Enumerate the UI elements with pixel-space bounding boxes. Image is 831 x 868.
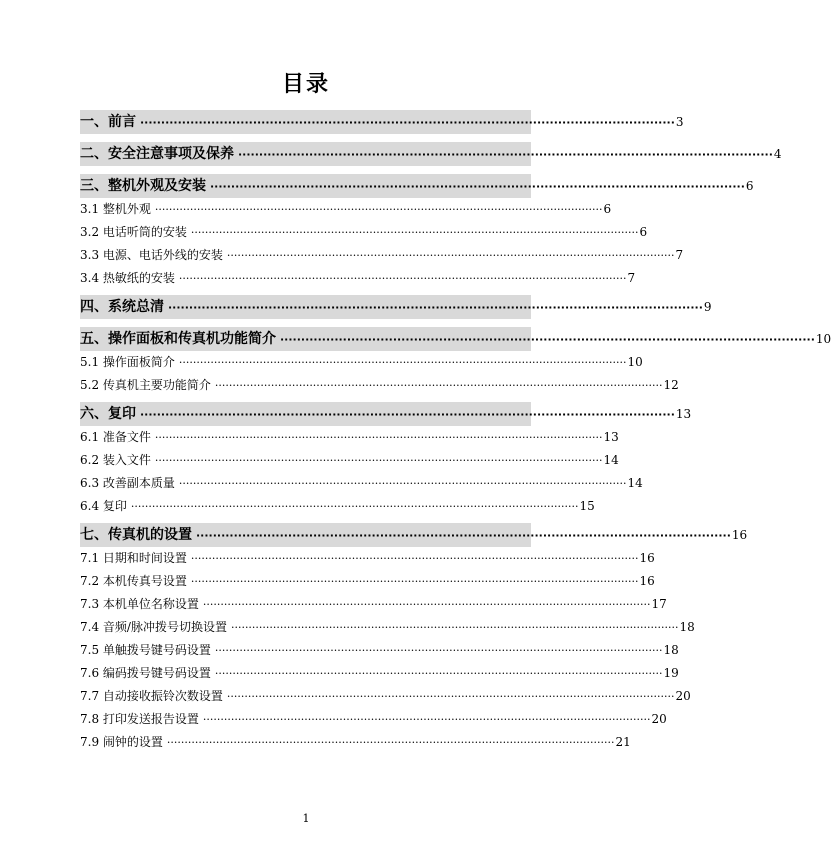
toc-subsection[interactable] bbox=[80, 731, 631, 754]
toc-leader: ································································································································ bbox=[130, 500, 579, 513]
toc-page-number: 16 bbox=[639, 551, 655, 565]
toc-leader: ································································································································ bbox=[166, 736, 615, 749]
toc-page-number: 16 bbox=[731, 528, 748, 542]
toc-subsection-label: 3.3 电源、电话外线的安装 bbox=[80, 248, 223, 262]
toc-page-number: 17 bbox=[651, 597, 667, 611]
toc-subsection[interactable] bbox=[80, 547, 655, 570]
toc-page-number: 6 bbox=[639, 225, 648, 239]
toc-leader: ································································································································ bbox=[178, 477, 627, 490]
toc-section[interactable] bbox=[80, 295, 712, 319]
toc-subsection[interactable] bbox=[80, 685, 691, 708]
toc-subsection[interactable] bbox=[80, 374, 679, 397]
toc-subsection[interactable] bbox=[80, 662, 679, 685]
toc-leader: ································································································································ bbox=[190, 226, 639, 239]
toc-page-number: 6 bbox=[603, 202, 612, 216]
toc-subsection-label: 7.7 自动接收振铃次数设置 bbox=[80, 689, 223, 703]
toc-subsection-label: 3.1 整机外观 bbox=[80, 202, 151, 216]
toc-page-number: 9 bbox=[703, 300, 712, 314]
toc-subsection-label: 3.2 电话听筒的安装 bbox=[80, 225, 187, 239]
toc-leader: ································································································································ bbox=[226, 690, 675, 703]
toc-page-number: 10 bbox=[627, 355, 643, 369]
toc-subsection-label: 7.3 本机单位名称设置 bbox=[80, 597, 199, 611]
toc-page-number: 21 bbox=[615, 735, 631, 749]
toc-leader: ································································································································ bbox=[196, 529, 731, 542]
toc-section-label: 一、前言 bbox=[80, 114, 136, 130]
toc-leader: ································································································································ bbox=[154, 203, 603, 216]
toc-page-number: 13 bbox=[675, 407, 692, 421]
toc-subsection[interactable] bbox=[80, 351, 643, 374]
toc-leader: ································································································································ bbox=[202, 598, 651, 611]
toc-section[interactable] bbox=[80, 142, 782, 166]
toc-subsection[interactable] bbox=[80, 426, 619, 449]
toc-subsection-label: 5.1 操作面板简介 bbox=[80, 355, 175, 369]
toc-section-label: 三、整机外观及安装 bbox=[80, 178, 206, 194]
toc-page-number: 13 bbox=[603, 430, 619, 444]
toc-page-number: 14 bbox=[603, 453, 619, 467]
toc-subsection-label: 7.1 日期和时间设置 bbox=[80, 551, 187, 565]
toc-section-label: 二、安全注意事项及保养 bbox=[80, 146, 234, 162]
toc-leader: ································································································································ bbox=[226, 249, 675, 262]
toc-section[interactable] bbox=[80, 110, 684, 134]
toc-page-number: 3 bbox=[675, 115, 684, 129]
toc-subsection-label: 7.8 打印发送报告设置 bbox=[80, 712, 199, 726]
toc-section[interactable] bbox=[80, 327, 831, 351]
toc-subsection[interactable] bbox=[80, 639, 679, 662]
toc-subsection[interactable] bbox=[80, 570, 655, 593]
toc-page-number: 14 bbox=[627, 476, 643, 490]
toc-page-number: 20 bbox=[651, 712, 667, 726]
toc-section[interactable] bbox=[80, 523, 748, 547]
toc-leader: ································································································································ bbox=[190, 552, 639, 565]
table-of-contents bbox=[80, 110, 831, 754]
toc-page-number: 12 bbox=[663, 378, 679, 392]
toc-page-number: 18 bbox=[679, 620, 695, 634]
toc-subsection[interactable] bbox=[80, 472, 643, 495]
toc-subsection[interactable] bbox=[80, 593, 667, 616]
toc-page-number: 20 bbox=[675, 689, 691, 703]
toc-subsection[interactable] bbox=[80, 244, 684, 267]
toc-page-number: 7 bbox=[675, 248, 684, 262]
toc-page-number: 4 bbox=[773, 147, 782, 161]
toc-subsection-label: 6.4 复印 bbox=[80, 499, 127, 513]
toc-leader: ································································································································ bbox=[280, 333, 815, 346]
toc-subsection-label: 6.3 改善副本质量 bbox=[80, 476, 175, 490]
page-title: 目录 bbox=[281, 72, 330, 97]
toc-leader: ································································································································ bbox=[140, 408, 675, 421]
toc-leader: ································································································································ bbox=[238, 148, 773, 161]
toc-page-number: 7 bbox=[627, 271, 636, 285]
toc-leader: ································································································································ bbox=[154, 454, 603, 467]
toc-leader: ································································································································ bbox=[190, 575, 639, 588]
toc-section-label: 六、复印 bbox=[80, 406, 136, 422]
toc-page-number: 16 bbox=[639, 574, 655, 588]
toc-page-number: 6 bbox=[745, 179, 754, 193]
toc-subsection-label: 5.2 传真机主要功能简介 bbox=[80, 378, 211, 392]
toc-leader: ································································································································ bbox=[168, 301, 703, 314]
toc-leader: ································································································································ bbox=[214, 379, 663, 392]
toc-subsection-label: 3.4 热敏纸的安装 bbox=[80, 271, 175, 285]
toc-section[interactable] bbox=[80, 402, 692, 426]
toc-leader: ································································································································ bbox=[178, 272, 627, 285]
toc-subsection[interactable] bbox=[80, 708, 667, 731]
toc-section-label: 四、系统总清 bbox=[80, 299, 164, 315]
toc-subsection[interactable] bbox=[80, 616, 695, 639]
toc-subsection-label: 6.2 装入文件 bbox=[80, 453, 151, 467]
toc-page-number: 18 bbox=[663, 643, 679, 657]
toc-subsection[interactable] bbox=[80, 221, 648, 244]
toc-section-label: 五、操作面板和传真机功能简介 bbox=[80, 331, 276, 347]
toc-section-label: 七、传真机的设置 bbox=[80, 527, 192, 543]
toc-leader: ································································································································ bbox=[214, 667, 663, 680]
toc-leader: ································································································································ bbox=[140, 116, 675, 129]
toc-page-number: 19 bbox=[663, 666, 679, 680]
toc-leader: ································································································································ bbox=[210, 180, 745, 193]
toc-leader: ································································································································ bbox=[202, 713, 651, 726]
toc-subsection[interactable] bbox=[80, 198, 612, 221]
toc-section[interactable] bbox=[80, 174, 754, 198]
toc-leader: ································································································································ bbox=[230, 621, 679, 634]
toc-leader: ································································································································ bbox=[178, 356, 627, 369]
toc-subsection[interactable] bbox=[80, 267, 636, 290]
toc-subsection-label: 7.4 音频/脉冲拨号切换设置 bbox=[80, 620, 227, 634]
toc-subsection-label: 7.6 编码拨号键号码设置 bbox=[80, 666, 211, 680]
toc-leader: ································································································································ bbox=[214, 644, 663, 657]
toc-subsection-label: 7.9 闹钟的设置 bbox=[80, 735, 163, 749]
toc-subsection-label: 6.1 准备文件 bbox=[80, 430, 151, 444]
toc-leader: ································································································································ bbox=[154, 431, 603, 444]
toc-subsection[interactable] bbox=[80, 449, 619, 472]
toc-page-number: 10 bbox=[815, 332, 831, 346]
toc-subsection-label: 7.5 单触拨号键号码设置 bbox=[80, 643, 211, 657]
toc-subsection-label: 7.2 本机传真号设置 bbox=[80, 574, 187, 588]
toc-page-number: 15 bbox=[579, 499, 595, 513]
footer-page-number: 1 bbox=[302, 812, 310, 825]
toc-subsection[interactable] bbox=[80, 495, 595, 518]
